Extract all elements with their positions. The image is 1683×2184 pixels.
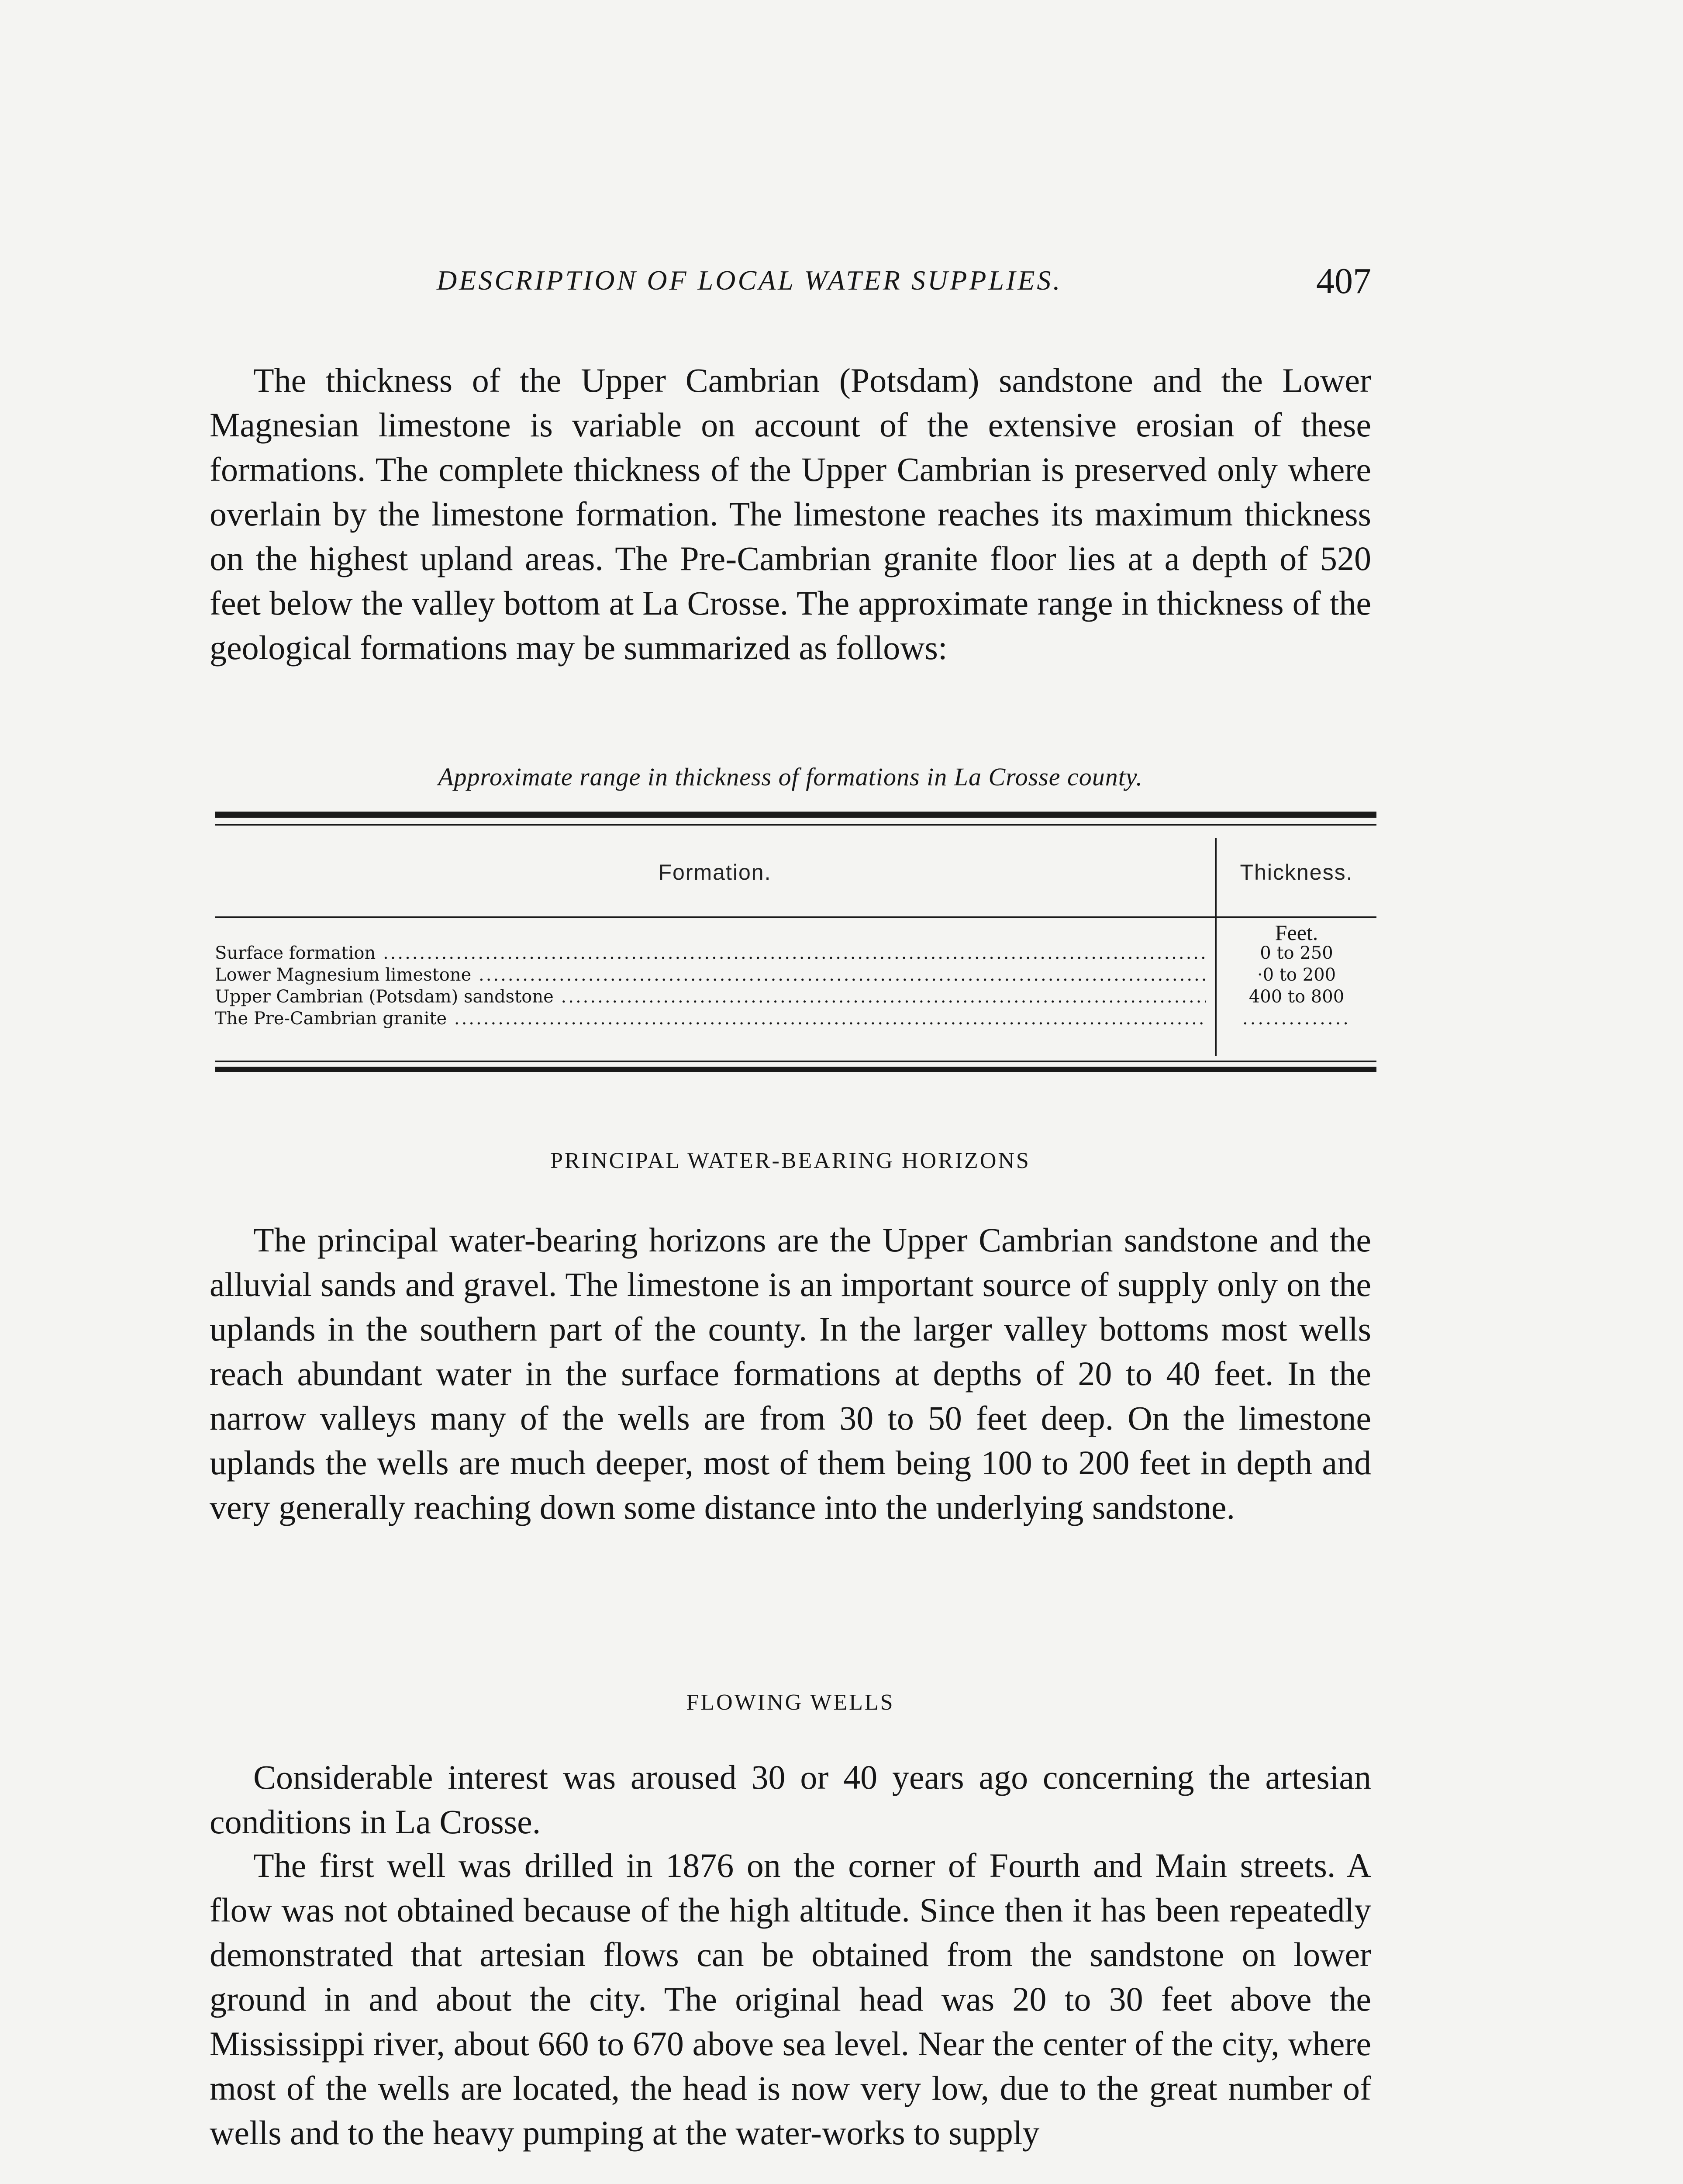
thickness-cell xyxy=(1217,1008,1376,1029)
water-bearing-paragraph: The principal water-bearing horizons are the Upper Cambrian sandstone and the alluvial sands and gravel. The limestone is an important source of supply only on the uplands in the southern part of the county. In the larger valley bottoms most wells reach abundant water in the surface formations at depths of 20 to 40 feet. In the narrow valleys many of the wells are from 30 to 50 feet deep. On the limestone uplands the wells are much deeper, most of them being 100 to 200 feet in depth and very generally reaching down some distance into the underlying sandstone. xyxy=(210,1221,1371,1526)
formation-cell: The Pre-Cambrian granite ..... xyxy=(215,1008,1206,1029)
thickness-units: Feet. xyxy=(1275,920,1318,945)
water-bearing-block xyxy=(210,1218,1371,1530)
intro-block xyxy=(210,358,1371,670)
page-header xyxy=(210,261,1371,312)
column-header-thickness: Thickness. xyxy=(1240,860,1353,885)
intro-paragraph: The thickness of the Upper Cambrian (Potsdam) sandstone and the Lower Magnesian limestone is variable on account of the extensive erosian of these formations. The complete thickness of the Upper Cambrian is preserved only where overlain by the limestone formation. The limestone reaches its maximum thickness on the highest upland areas. The Pre-Cambrian granite floor lies at a depth of 520 feet below the valley bottom at La Crosse. The approximate range in thickness of the geological formations may be summarized as follows: xyxy=(210,361,1371,667)
thickness-cell: 400 to 800 xyxy=(1248,987,1345,1007)
formation-cell: Surface formation ..... xyxy=(215,943,1206,964)
table-top-rule xyxy=(215,812,1376,818)
table-bottom-rule xyxy=(215,1067,1376,1072)
column-header-formation: Formation. xyxy=(658,860,772,885)
table-row xyxy=(215,943,1376,964)
formation-cell: Upper Cambrian (Potsdam) sandstone ..... xyxy=(215,986,1206,1007)
table-row xyxy=(215,986,1376,1007)
flowing-wells-block-1 xyxy=(210,1755,1371,1844)
section-heading-water-bearing: PRINCIPAL WATER-BEARING HORIZONS xyxy=(550,1148,1031,1173)
formation-table xyxy=(215,812,1376,1074)
table-row xyxy=(215,964,1376,985)
formation-cell: Lower Magnesium limestone ..... xyxy=(215,964,1206,985)
thickness-cell: ·0 to 200 xyxy=(1257,965,1336,985)
flowing-wells-block-2 xyxy=(210,1843,1371,2155)
flowing-wells-paragraph-1: Considerable interest was aroused 30 or 40 years ago concerning the artesian conditions in La Crosse. xyxy=(210,1758,1371,1841)
header-rule xyxy=(215,916,1376,918)
table-caption: Approximate range in thickness of formations in La Crosse county. xyxy=(438,763,1143,791)
page-number: 407 xyxy=(1316,261,1371,301)
table-row xyxy=(215,1008,1376,1029)
running-head: DESCRIPTION OF LOCAL WATER SUPPLIES. xyxy=(437,265,1062,296)
thickness-cell: 0 to 250 xyxy=(1260,943,1333,963)
section-heading-flowing-wells: FLOWING WELLS xyxy=(686,1690,895,1715)
table-bottom-thin-rule xyxy=(215,1061,1376,1062)
flowing-wells-paragraph-2: The first well was drilled in 1876 on the corner of Fourth and Main streets. A flow was not obtained because of the high altitude. Since then it has been repeatedly demonstrated that artesian flows can be obtained from the sandstone on lower ground in and about the city. The original head was 20 to 30 feet above the Mississippi river, about 660 to 670 above sea level. Near the center of the city, where most of the wells are located, the head is now very low, due to the great number of wells and to the heavy pumping at the water-works to supply xyxy=(210,1846,1371,2152)
table-top-thin-rule xyxy=(215,824,1376,826)
